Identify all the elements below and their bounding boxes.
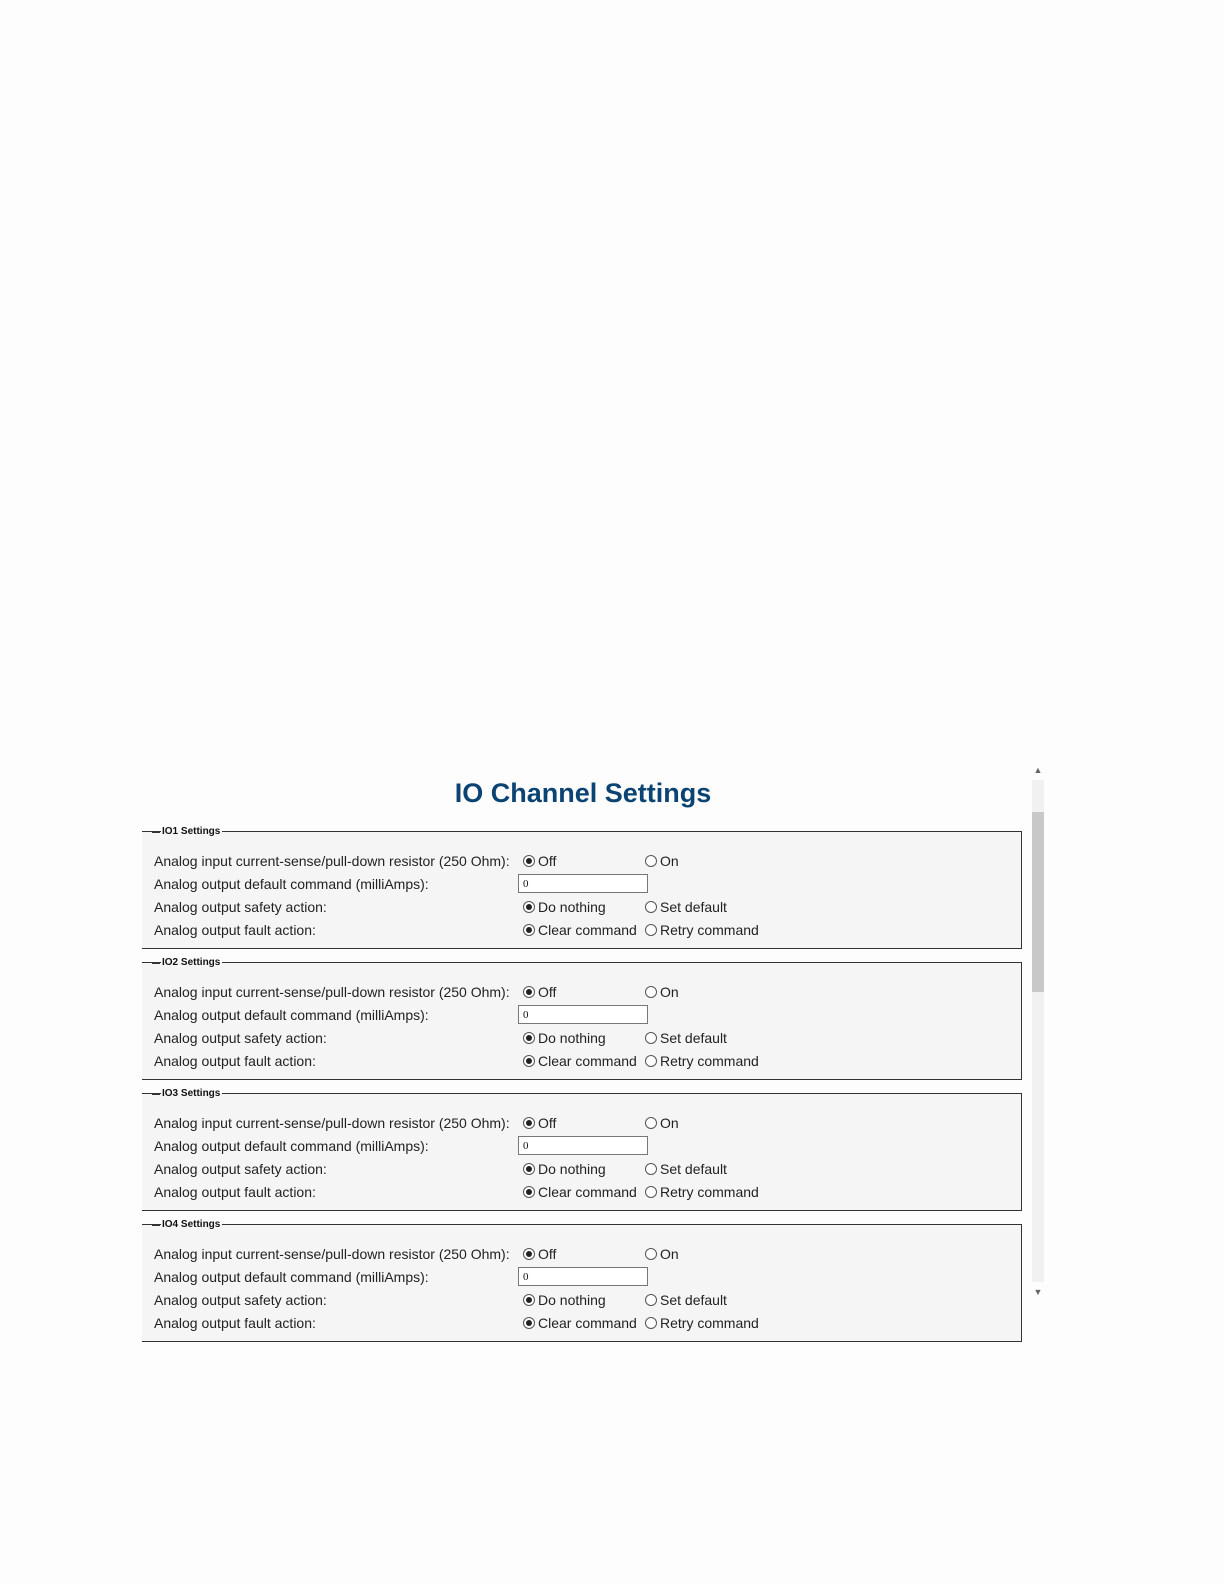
radio-selected-icon[interactable]: [523, 901, 535, 913]
safety-row: [154, 1026, 1021, 1049]
option-label: On: [660, 852, 679, 869]
safety-set-default-option[interactable]: [645, 1292, 727, 1308]
safety-label: Analog output safety action:: [154, 898, 327, 915]
option-label: Retry command: [660, 1052, 759, 1069]
radio-unselected-icon[interactable]: [645, 1032, 657, 1044]
option-label: Off: [538, 1245, 557, 1262]
option-label: Off: [538, 1114, 557, 1131]
safety-set-default-option[interactable]: [645, 1161, 727, 1177]
default-cmd-label: Analog output default command (milliAmps):: [154, 875, 429, 892]
radio-unselected-icon[interactable]: [645, 924, 657, 936]
io3-settings: [142, 1088, 1022, 1211]
radio-selected-icon[interactable]: [523, 1163, 535, 1175]
fault-clear-option[interactable]: [523, 1315, 645, 1331]
resistor-row: [154, 1242, 1021, 1265]
default-cmd-input[interactable]: [518, 1267, 648, 1286]
option-label: Clear command: [538, 1314, 637, 1331]
option-label: Clear command: [538, 1052, 637, 1069]
default-cmd-row: [154, 1003, 1021, 1026]
resistor-off-option[interactable]: [523, 1115, 645, 1131]
fault-label: Analog output fault action:: [154, 1314, 316, 1331]
radio-unselected-icon[interactable]: [645, 1055, 657, 1067]
option-label: Do nothing: [538, 1160, 606, 1177]
resistor-row: [154, 980, 1021, 1003]
fault-row: [154, 1049, 1021, 1072]
default-cmd-row: [154, 1134, 1021, 1157]
radio-selected-icon[interactable]: [523, 1032, 535, 1044]
radio-unselected-icon[interactable]: [645, 1317, 657, 1329]
resistor-label: Analog input current-sense/pull-down resistor (250 Ohm):: [154, 852, 510, 869]
option-label: Off: [538, 983, 557, 1000]
scroll-thumb[interactable]: [1032, 812, 1044, 992]
chevron-up-icon[interactable]: ▲: [1033, 765, 1043, 775]
radio-selected-icon[interactable]: [523, 1317, 535, 1329]
fault-row: [154, 1180, 1021, 1203]
io2-settings: [142, 957, 1022, 1080]
resistor-on-option[interactable]: [645, 984, 679, 1000]
radio-selected-icon[interactable]: [523, 1186, 535, 1198]
radio-selected-icon[interactable]: [523, 924, 535, 936]
default-cmd-label: Analog output default command (milliAmps):: [154, 1006, 429, 1023]
safety-do-nothing-option[interactable]: [523, 1030, 645, 1046]
safety-do-nothing-option[interactable]: [523, 1292, 645, 1308]
radio-unselected-icon[interactable]: [645, 1186, 657, 1198]
default-cmd-input[interactable]: [518, 1005, 648, 1024]
fault-retry-option[interactable]: [645, 1184, 759, 1200]
fault-retry-option[interactable]: [645, 1053, 759, 1069]
resistor-on-option[interactable]: [645, 1115, 679, 1131]
radio-unselected-icon[interactable]: [645, 1248, 657, 1260]
safety-set-default-option[interactable]: [645, 899, 727, 915]
resistor-on-option[interactable]: [645, 1246, 679, 1262]
radio-selected-icon[interactable]: [523, 1248, 535, 1260]
option-label: Set default: [660, 1291, 727, 1308]
option-label: Retry command: [660, 921, 759, 938]
resistor-label: Analog input current-sense/pull-down resistor (250 Ohm):: [154, 1245, 510, 1262]
fault-retry-option[interactable]: [645, 922, 759, 938]
section-legend: IO3 Settings: [162, 1088, 221, 1099]
radio-unselected-icon[interactable]: [645, 855, 657, 867]
io1-settings: [142, 826, 1022, 949]
option-label: Clear command: [538, 1183, 637, 1200]
resistor-row: [154, 1111, 1021, 1134]
io-sections: [142, 826, 1022, 1350]
radio-unselected-icon[interactable]: [645, 986, 657, 998]
fault-retry-option[interactable]: [645, 1315, 759, 1331]
option-label: Set default: [660, 1160, 727, 1177]
fault-row: [154, 918, 1021, 941]
fault-label: Analog output fault action:: [154, 1052, 316, 1069]
resistor-label: Analog input current-sense/pull-down resistor (250 Ohm):: [154, 1114, 510, 1131]
resistor-off-option[interactable]: [523, 1246, 645, 1262]
option-label: Retry command: [660, 1183, 759, 1200]
fault-clear-option[interactable]: [523, 1053, 645, 1069]
scroll-track[interactable]: [1032, 780, 1044, 1282]
option-label: Clear command: [538, 921, 637, 938]
option-label: On: [660, 1245, 679, 1262]
safety-label: Analog output safety action:: [154, 1291, 327, 1308]
safety-do-nothing-option[interactable]: [523, 899, 645, 915]
safety-label: Analog output safety action:: [154, 1160, 327, 1177]
radio-unselected-icon[interactable]: [645, 901, 657, 913]
fault-label: Analog output fault action:: [154, 1183, 316, 1200]
fault-clear-option[interactable]: [523, 922, 645, 938]
resistor-on-option[interactable]: [645, 853, 679, 869]
default-cmd-input[interactable]: [518, 874, 648, 893]
resistor-label: Analog input current-sense/pull-down resistor (250 Ohm):: [154, 983, 510, 1000]
option-label: Do nothing: [538, 1029, 606, 1046]
option-label: Retry command: [660, 1314, 759, 1331]
default-cmd-label: Analog output default command (milliAmps):: [154, 1137, 429, 1154]
radio-selected-icon[interactable]: [523, 986, 535, 998]
default-cmd-label: Analog output default command (milliAmps):: [154, 1268, 429, 1285]
safety-row: [154, 895, 1021, 918]
safety-set-default-option[interactable]: [645, 1030, 727, 1046]
safety-label: Analog output safety action:: [154, 1029, 327, 1046]
resistor-row: [154, 849, 1021, 872]
option-label: Set default: [660, 1029, 727, 1046]
section-legend: IO4 Settings: [162, 1219, 221, 1230]
option-label: Do nothing: [538, 898, 606, 915]
radio-selected-icon[interactable]: [523, 855, 535, 867]
section-legend: IO1 Settings: [162, 826, 221, 837]
radio-selected-icon[interactable]: [523, 1055, 535, 1067]
settings-viewport: [140, 764, 1046, 1331]
fault-label: Analog output fault action:: [154, 921, 316, 938]
radio-selected-icon[interactable]: [523, 1117, 535, 1129]
chevron-down-icon[interactable]: ▼: [1033, 1287, 1043, 1297]
option-label: Do nothing: [538, 1291, 606, 1308]
safety-do-nothing-option[interactable]: [523, 1161, 645, 1177]
default-cmd-input[interactable]: [518, 1136, 648, 1155]
option-label: Set default: [660, 898, 727, 915]
option-label: On: [660, 1114, 679, 1131]
safety-row: [154, 1157, 1021, 1180]
option-label: Off: [538, 852, 557, 869]
default-cmd-row: [154, 872, 1021, 895]
resistor-off-option[interactable]: [523, 853, 645, 869]
option-label: On: [660, 983, 679, 1000]
section-legend: IO2 Settings: [162, 957, 221, 968]
fault-clear-option[interactable]: [523, 1184, 645, 1200]
io4-settings: [142, 1219, 1022, 1342]
radio-unselected-icon[interactable]: [645, 1163, 657, 1175]
fault-row: [154, 1311, 1021, 1334]
page-title: IO Channel Settings: [454, 778, 712, 808]
radio-unselected-icon[interactable]: [645, 1117, 657, 1129]
resistor-off-option[interactable]: [523, 984, 645, 1000]
safety-row: [154, 1288, 1021, 1311]
default-cmd-row: [154, 1265, 1021, 1288]
radio-unselected-icon[interactable]: [645, 1294, 657, 1306]
radio-selected-icon[interactable]: [523, 1294, 535, 1306]
vertical-scrollbar[interactable]: [1030, 764, 1046, 1298]
